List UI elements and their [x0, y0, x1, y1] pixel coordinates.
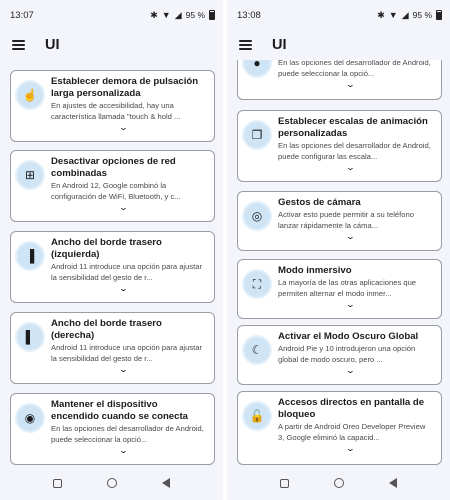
expand-chevron-icon[interactable]: ⌄	[345, 163, 356, 172]
expand-chevron-icon[interactable]: ⌄	[118, 284, 129, 293]
card-description: Activar esto puede permitir a su teléfono lanzar rápidamente la cáma...	[278, 210, 414, 230]
navigation-bar	[227, 466, 450, 500]
hamburger-menu-icon[interactable]	[239, 40, 252, 50]
eye-icon: ◉	[17, 405, 43, 431]
right-edge-icon: ▌	[17, 324, 43, 350]
expand-chevron-icon[interactable]: ⌄	[345, 366, 356, 375]
card-camera-gestures[interactable]	[237, 191, 442, 251]
card-network-options[interactable]	[10, 150, 215, 222]
card-back-edge-left[interactable]	[10, 231, 215, 303]
wifi-icon: ▼	[388, 9, 398, 20]
back-icon[interactable]	[389, 478, 397, 488]
animation-icon: ❐	[244, 122, 270, 148]
camera-icon: ◎	[244, 203, 270, 229]
unlock-icon: 🔓	[244, 403, 270, 429]
app-title: UI	[45, 37, 60, 53]
card-title: Ancho del borde trasero (izquierda)	[51, 237, 162, 260]
expand-chevron-icon[interactable]: ⌄	[118, 446, 129, 455]
card-description: En las opciones del desarrollador de Android, puede configurar las escala...	[278, 141, 431, 161]
status-time: 13:08	[237, 9, 261, 21]
card-animation-scales[interactable]	[237, 110, 442, 182]
signal-icon: ◢	[401, 9, 409, 20]
settings-list[interactable]	[227, 60, 450, 466]
wifi-icon: ▼	[161, 9, 171, 20]
card-title: Modo inmersivo	[278, 265, 352, 276]
expand-chevron-icon[interactable]: ⌄	[118, 203, 129, 212]
expand-chevron-icon[interactable]: ⌄	[118, 123, 129, 132]
card-stay-awake[interactable]	[10, 393, 215, 465]
bluetooth-icon: ✱	[377, 9, 385, 20]
card-description: Android 11 introduce una opción para ajustar la sensibilidad del gesto de r...	[51, 343, 202, 363]
navigation-bar	[0, 466, 223, 500]
partial-icon: ●	[244, 60, 270, 76]
home-icon[interactable]	[107, 478, 117, 488]
status-bar	[227, 0, 450, 30]
recent-apps-icon[interactable]	[280, 479, 289, 488]
signal-icon: ◢	[174, 9, 182, 20]
card-description: Android Pie y 10 introdujeron una opción global de modo oscuro, pero ...	[278, 344, 416, 364]
expand-chevron-icon[interactable]: ⌄	[345, 300, 356, 309]
settings-list[interactable]	[0, 60, 223, 466]
card-title: Establecer demora de pulsación larga personalizada	[51, 76, 199, 99]
expand-chevron-icon[interactable]: ⌄	[345, 232, 356, 241]
dark-mode-icon: ☾	[244, 337, 270, 363]
card-description: En ajustes de accesibilidad, hay una característica llamada "touch & hold ...	[51, 101, 181, 121]
card-title: Activar el Modo Oscuro Global	[278, 331, 419, 342]
app-title: UI	[272, 37, 287, 53]
touch-icon: ☝	[17, 82, 43, 108]
card-description: En las opciones del desarrollador de Android, puede seleccionar la opció...	[51, 424, 204, 444]
card-title: Accesos directos en pantalla de bloqueo	[278, 397, 425, 420]
hamburger-menu-icon[interactable]	[12, 40, 25, 50]
expand-chevron-icon[interactable]: ⌄	[345, 80, 356, 89]
battery-icon	[436, 10, 442, 20]
card-description: En Android 12, Google combinó la configuración de WiFi, Bluetooth, y c...	[51, 181, 181, 201]
card-long-press-delay[interactable]	[10, 70, 215, 142]
card-description: En las opciones del desarrollador de Android, puede seleccionar la opció...	[278, 60, 431, 78]
card-dark-mode[interactable]	[237, 325, 442, 385]
battery-icon	[209, 10, 215, 20]
card-description: A partir de Android Oreo Developer Preview 3, Google eliminó la capacid...	[278, 422, 426, 442]
card-description: La mayoría de las otras aplicaciones que permiten alternar el modo inmer...	[278, 278, 417, 298]
card-title: Establecer escalas de animación personalizadas	[278, 116, 428, 139]
home-icon[interactable]	[334, 478, 344, 488]
expand-chevron-icon[interactable]: ⌄	[118, 365, 129, 374]
card-title: Gestos de cámara	[278, 197, 361, 208]
bluetooth-icon: ✱	[150, 9, 158, 20]
battery-percent: 95 %	[412, 10, 432, 20]
app-bar	[227, 30, 450, 60]
fullscreen-icon: ⛶	[244, 271, 270, 297]
card-title: Mantener el dispositivo encendido cuando se conecta	[51, 399, 189, 422]
card-back-edge-right[interactable]	[10, 312, 215, 384]
recent-apps-icon[interactable]	[53, 479, 62, 488]
card-title: Ancho del borde trasero (derecha)	[51, 318, 162, 341]
app-bar	[0, 30, 223, 60]
back-icon[interactable]	[162, 478, 170, 488]
network-icon: ⊞	[17, 162, 43, 188]
status-time: 13:07	[10, 9, 34, 21]
card-title: Desactivar opciones de red combinadas	[51, 156, 176, 179]
card-immersive-mode[interactable]	[237, 259, 442, 319]
card-description: Android 11 introduce una opción para ajustar la sensibilidad del gesto de r...	[51, 262, 202, 282]
card-partial[interactable]	[237, 60, 442, 100]
left-edge-icon: ▐	[17, 243, 43, 269]
card-lockscreen-shortcuts[interactable]	[237, 391, 442, 465]
right-screen	[227, 0, 450, 500]
battery-percent: 95 %	[185, 10, 205, 20]
left-screen	[0, 0, 223, 500]
expand-chevron-icon[interactable]: ⌄	[345, 444, 356, 453]
status-bar	[0, 0, 223, 30]
